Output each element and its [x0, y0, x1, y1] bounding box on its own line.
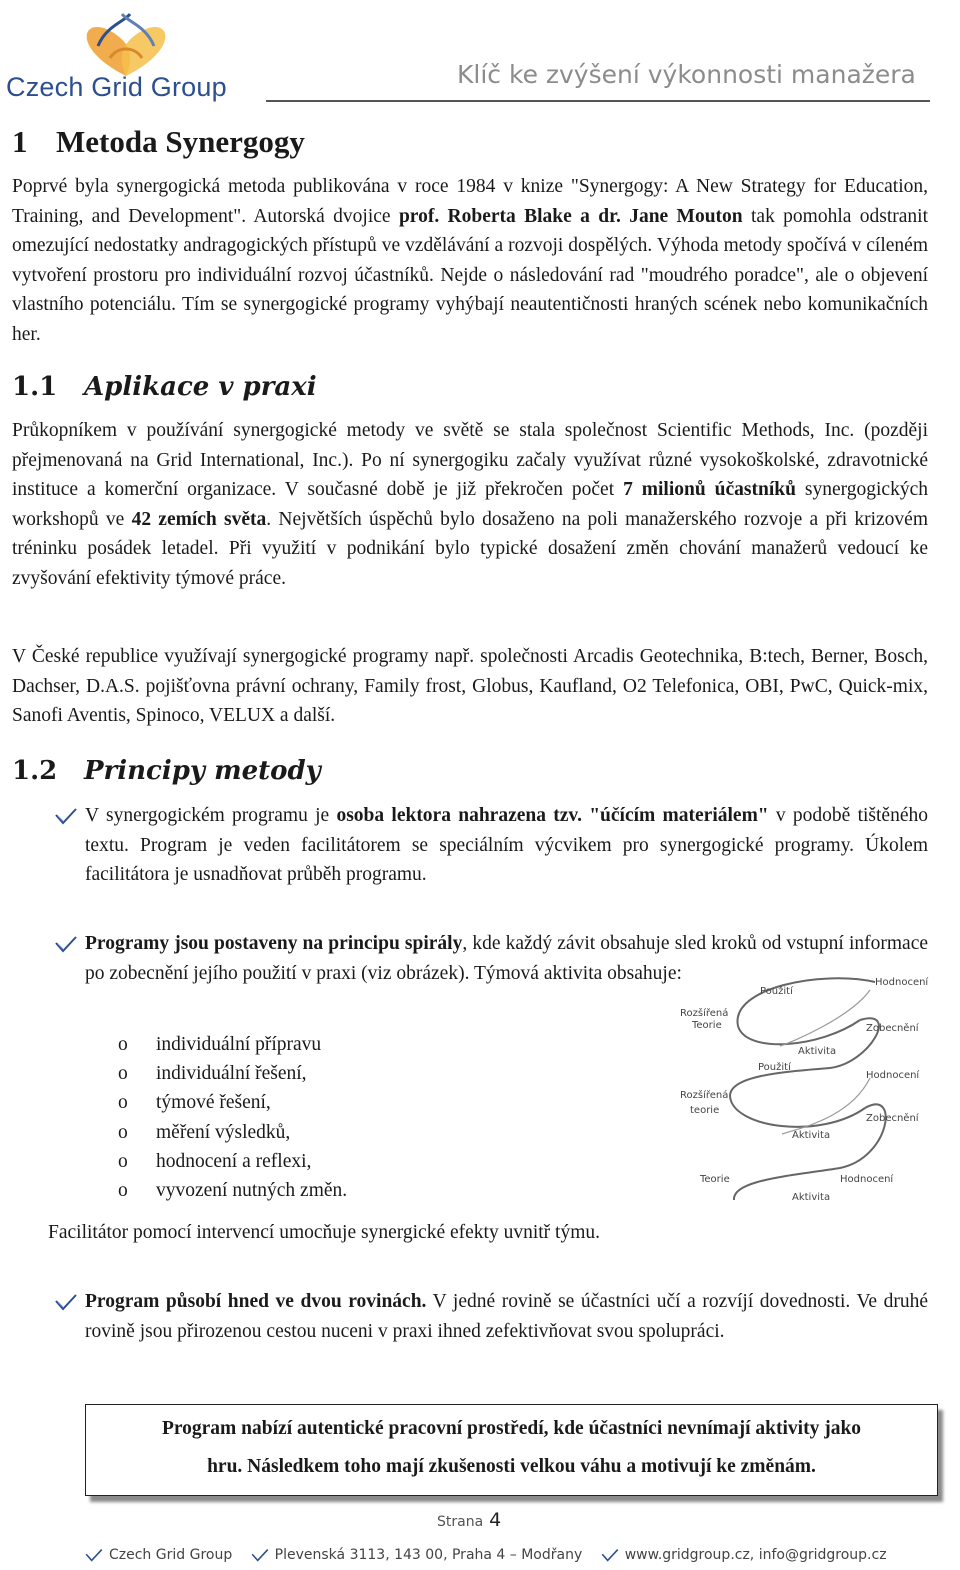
bullet-emphasis: Programy jsou postaveny na principu spirály [85, 933, 463, 954]
diagram-label: Aktivita [798, 1046, 837, 1057]
text-run: . Největších úspěchů bylo dosaženo na poli manažerského rozvoje a při krizovém tréninku posádek letadel. Při využití v podnikání bylo typické dosažení změn chování manažerů vedoucí ke zvyšování efektivity týmové práce. [12, 508, 929, 589]
checkmark-icon [55, 935, 77, 953]
footer-company-text: Czech Grid Group [109, 1547, 233, 1563]
diagram-label: Rozšířená [680, 1008, 729, 1019]
footer-address [251, 1547, 583, 1563]
diagram-label: Použití [758, 1062, 791, 1073]
text-run: v podobě tištěného textu. Program je veden facilitátorem se speciálním výcvikem pro synergogické programy. Úkolem facilitátora je usnadňovat průběh programu. [85, 805, 928, 885]
diagram-label: Aktivita [792, 1192, 831, 1203]
diagram-label: Rozšířená [680, 1090, 729, 1101]
participants-emphasis: 7 milionů účastníků [623, 479, 796, 500]
section-heading [12, 124, 305, 160]
diagram-label: Teorie [700, 1174, 730, 1185]
diagram-label: Hodnocení [840, 1174, 894, 1185]
text-run: tak pomohla odstranit omezující nedostatky andragogických přístupů ve vzdělávání a rozvoji dospělých. Výhoda metody spočívá v cíleném vytvoření prostoru pro individuální rozvoj účastníků. Nejde o následování rad "moudrého poradce", ale o objevení vlastního potenciálu. Tím se synergogické programy vyhýbají neautentičnosti hraných scének nebo komunikačních her. [12, 205, 928, 345]
authors-emphasis: prof. Roberta Blake a dr. Jane Mouton [398, 205, 743, 227]
diagram-label: Použití [760, 986, 793, 997]
bullet-emphasis: osoba lektora nahrazena tzv. "účícím materiálem" [336, 805, 769, 826]
diagram-label: teorie [690, 1105, 720, 1116]
principle-bullet [55, 801, 928, 891]
document-title: Klíč ke zvýšení výkonnosti manažera [457, 60, 916, 89]
footer [85, 1547, 887, 1563]
section-number: 1 [12, 124, 28, 159]
page-number [437, 1509, 501, 1531]
diagram-label: Zobecnění [866, 1113, 919, 1124]
list-item: o měření výsledků, [118, 1118, 347, 1147]
text-run: Poprvé byla synergogická metoda publikována v roce 1984 v knize "Synergogy: A New Strategy for Education, Training, and Development". Autorská dvojice [12, 176, 928, 227]
principle-bullet [55, 1287, 928, 1377]
subsection-number: 1.1 [12, 372, 58, 402]
callout-line: hru. Následkem toho mají zkušenosti velkou váhu a motivují ke změnám. [207, 1456, 816, 1477]
companies-paragraph: V České republice využívají synergogické programy např. společnosti Arcadis Geotechnika, B:tech, Berner, Bosch, Dachser, D.A.S. pojišťovna právní ochrany, Family frost, Globus, Kaufland, O2 Telefonica, OBI, PwC, Quick-mix, Sanofi Aventis, Spinoco, VELUX a další. [12, 646, 928, 726]
list-item: o hodnocení a reflexi, [118, 1147, 347, 1176]
section-title: Metoda Synergogy [56, 124, 305, 159]
text-run: Průkopníkem v používání synergogické metody ve světě se stala společnost Scientific Methods, Inc. (později přejmenovaná na Grid International, Inc.). Po ní synergogiku začaly využívat různé vysokoškolské, zdravotnické instituce a komerční organizace. V současné době je již překročen počet [12, 420, 928, 500]
bullet-text [85, 801, 928, 890]
application-paragraph [12, 416, 928, 593]
subsection-title: Principy metody [84, 756, 321, 786]
bullet-emphasis: Program působí hned ve dvou rovinách. [85, 1291, 427, 1312]
diagram-label: Zobecnění [866, 1023, 919, 1034]
checkmark-icon [601, 1548, 619, 1562]
list-item: o individuální přípravu [118, 1030, 347, 1059]
callout-box [85, 1404, 938, 1496]
checkmark-icon [55, 1293, 77, 1311]
intro-paragraph [12, 172, 928, 349]
text-run: , kde každý závit obsahuje sled kroků od vstupní informace po zobecnění jejího použití v praxi (viz obrázek). Týmová aktivita obsahuje: [85, 933, 929, 984]
subsection-title: Aplikace v praxi [84, 372, 317, 402]
diagram-label: Aktivita [792, 1130, 831, 1141]
spiral-diagram [670, 968, 932, 1210]
logo-text: Czech Grid Group [6, 72, 227, 102]
list-item: o individuální řešení, [118, 1059, 347, 1088]
checkmark-icon [55, 807, 77, 825]
diagram-label: Hodnocení [866, 1070, 920, 1081]
checkmark-icon [251, 1548, 269, 1562]
text-run: V synergogickém programu je [85, 805, 337, 826]
page-label: Strana [437, 1514, 484, 1530]
list-item: o týmové řešení, [118, 1088, 347, 1117]
footer-address-text: Plevenská 3113, 143 00, Praha 4 – Modřany [274, 1547, 583, 1563]
footer-company [85, 1547, 232, 1563]
header-divider [266, 100, 930, 102]
footer-contact-link[interactable]: www.gridgroup.cz, info@gridgroup.cz [624, 1547, 887, 1563]
facilitator-note: Facilitátor pomocí intervencí umocňuje synergické efekty uvnitř týmu. [48, 1222, 600, 1243]
activity-list [118, 1030, 347, 1205]
countries-emphasis: 42 zemích světa [131, 508, 267, 530]
list-item: o vyvození nutných změn. [118, 1176, 347, 1205]
page-number-value: 4 [489, 1509, 502, 1531]
text-run: V jedné rovině se účastníci učí a rozvíjí dovednosti. Ve druhé rovině jsou přirozenou cestou nuceni v praxi ihned zefektivňovat svou spolupráci. [85, 1291, 928, 1342]
callout-line: Program nabízí autentické pracovní prostředí, kde účastníci nevnímají aktivity jako [161, 1418, 862, 1439]
bullet-text [85, 1287, 928, 1346]
diagram-label: Teorie [692, 1020, 722, 1031]
subsection-number: 1.2 [12, 756, 58, 786]
checkmark-icon [85, 1548, 103, 1562]
subsection-heading [12, 372, 317, 402]
footer-contact[interactable] [601, 1547, 887, 1563]
text-run: synergogických workshopů ve [12, 479, 928, 530]
subsection-heading [12, 756, 321, 786]
diagram-label: Hodnocení [875, 977, 929, 988]
